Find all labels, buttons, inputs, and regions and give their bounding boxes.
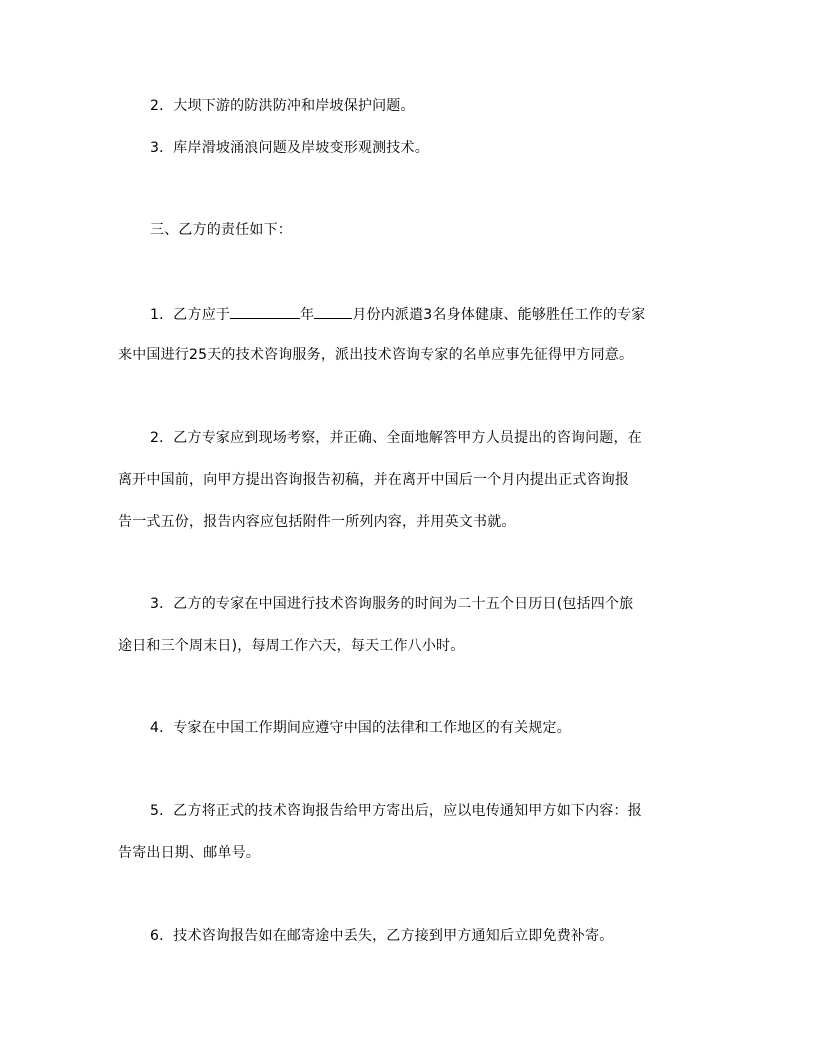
section-3-heading: 三、乙方的责任如下：: [150, 222, 292, 238]
responsibility-2-line-3: 告一式五份，报告内容应包括附件一所列内容，并用英文书就。: [118, 514, 516, 530]
responsibility-3-line-1: 3．乙方的专家在中国进行技术咨询服务的时间为二十五个日历日(包括四个旅: [150, 596, 634, 612]
item-3-landslide-monitoring: 3．库岸滑坡涌浪问题及岸坡变形观测技术。: [150, 140, 429, 156]
month-blank-field: [314, 303, 352, 319]
year-label: 年: [300, 307, 315, 323]
responsibility-2-line-2: 离开中国前，向甲方提出咨询报告初稿，并在离开中国后一个月内提出正式咨询报: [118, 472, 630, 488]
responsibility-5-line-1: 5．乙方将正式的技术咨询报告给甲方寄出后，应以电传通知甲方如下内容：报: [150, 803, 642, 819]
responsibility-1-line-2: 来中国进行25天的技术咨询服务，派出技术咨询专家的名单应事先征得甲方同意。: [118, 347, 634, 363]
responsibility-2-line-1: 2．乙方专家应到现场考察，并正确、全面地解答甲方人员提出的咨询问题，在: [150, 430, 642, 446]
responsibility-1-text-b: 月份内派遣3名身体健康、能够胜任工作的专家: [352, 307, 646, 323]
responsibility-6-line-1: 6．技术咨询报告如在邮寄途中丢失，乙方接到甲方通知后立即免费补寄。: [150, 928, 614, 944]
responsibility-5-line-2: 告寄出日期、邮单号。: [118, 845, 260, 861]
responsibility-1-line-1: [150, 303, 740, 325]
year-blank-field: [230, 303, 300, 319]
item-2-flood-protection: 2．大坝下游的防洪防冲和岸坡保护问题。: [150, 98, 415, 114]
responsibility-3-line-2: 途日和三个周末日)，每周工作六天，每天工作八小时。: [118, 638, 465, 654]
responsibility-1-text-a: 1．乙方应于: [150, 307, 231, 323]
responsibility-4-line-1: 4．专家在中国工作期间应遵守中国的法律和工作地区的有关规定。: [150, 720, 571, 736]
